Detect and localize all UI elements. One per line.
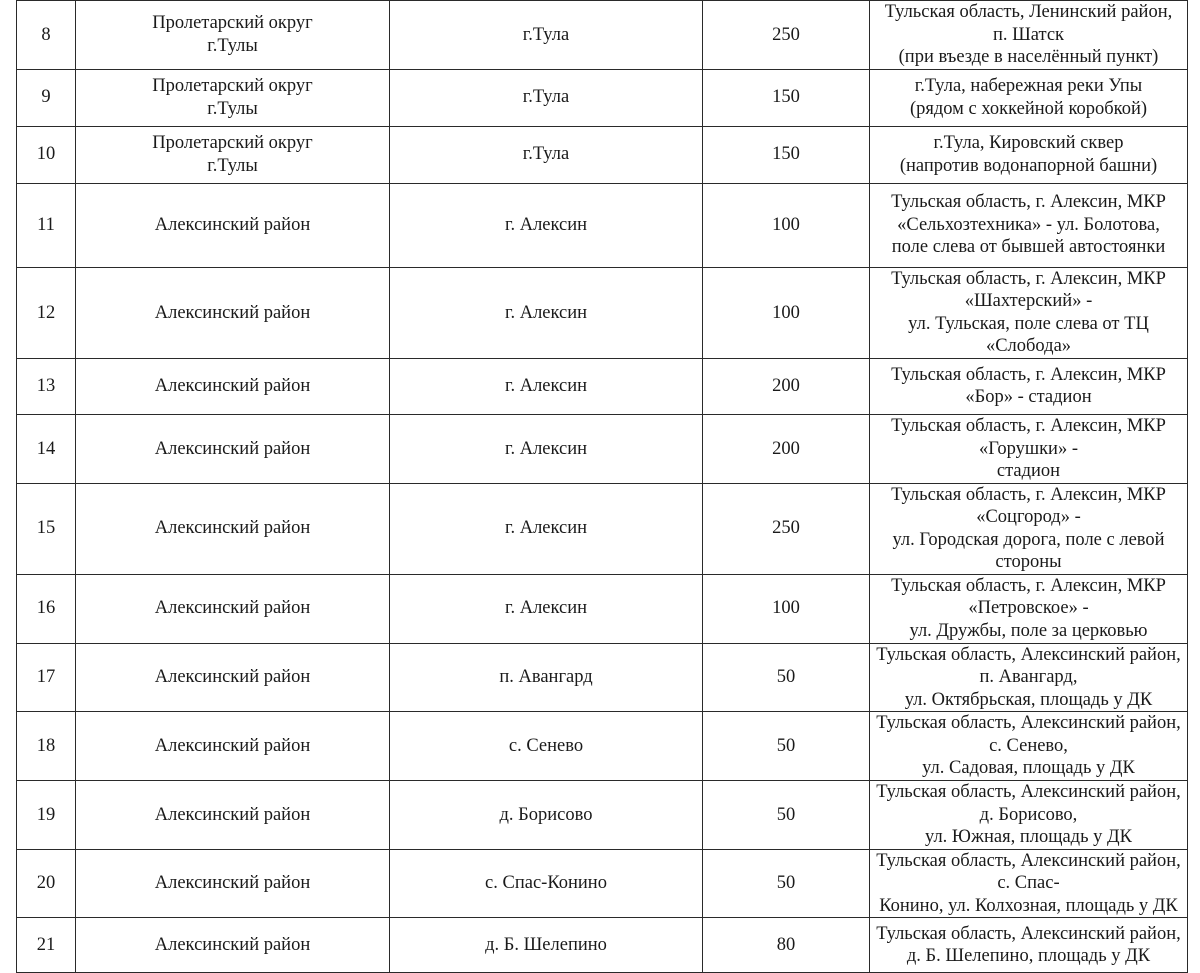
table-row <box>17 69 1188 126</box>
row-number: 16 <box>17 574 76 643</box>
table-row <box>17 574 1188 643</box>
row-number: 15 <box>17 483 76 574</box>
address-cell: Тульская область, Алексинский район, п. Авангард, ул. Октябрьская, площадь у ДК <box>870 643 1188 712</box>
row-number: 14 <box>17 414 76 483</box>
district-cell: Алексинский район <box>76 183 390 267</box>
area-cell: 250 <box>703 1 870 70</box>
locality-cell: с. Сенево <box>390 712 703 781</box>
address-cell: г.Тула, набережная реки Упы (рядом с хоккейной коробкой) <box>870 69 1188 126</box>
row-number: 12 <box>17 267 76 358</box>
address-cell: Тульская область, Ленинский район, п. Шатск (при въезде в населённый пункт) <box>870 1 1188 70</box>
table-row <box>17 414 1188 483</box>
table-row <box>17 918 1188 973</box>
address-cell: Тульская область, Алексинский район, с. Спас- Конино, ул. Колхозная, площадь у ДК <box>870 849 1188 918</box>
locality-cell: г.Тула <box>390 69 703 126</box>
district-cell: Алексинский район <box>76 849 390 918</box>
row-number: 17 <box>17 643 76 712</box>
district-cell: Пролетарский округ г.Тулы <box>76 126 390 183</box>
address-cell: Тульская область, Алексинский район, с. Сенево, ул. Садовая, площадь у ДК <box>870 712 1188 781</box>
table-row <box>17 1 1188 70</box>
row-number: 8 <box>17 1 76 70</box>
locality-cell: г. Алексин <box>390 183 703 267</box>
area-cell: 150 <box>703 69 870 126</box>
row-number: 13 <box>17 358 76 414</box>
address-cell: Тульская область, г. Алексин, МКР «Бор» - стадион <box>870 358 1188 414</box>
locality-cell: г. Алексин <box>390 574 703 643</box>
locations-table-wrapper <box>16 0 1188 973</box>
table-row <box>17 780 1188 849</box>
locality-cell: г. Алексин <box>390 267 703 358</box>
area-cell: 50 <box>703 712 870 781</box>
district-cell: Алексинский район <box>76 780 390 849</box>
locality-cell: г. Алексин <box>390 414 703 483</box>
locations-table <box>16 0 1188 973</box>
locality-cell: г. Алексин <box>390 358 703 414</box>
area-cell: 100 <box>703 574 870 643</box>
address-cell: Тульская область, Алексинский район, д. Б. Шелепино, площадь у ДК <box>870 918 1188 973</box>
address-cell: Тульская область, г. Алексин, МКР «Горушки» - стадион <box>870 414 1188 483</box>
district-cell: Алексинский район <box>76 712 390 781</box>
table-row <box>17 643 1188 712</box>
district-cell: Алексинский район <box>76 918 390 973</box>
address-cell: г.Тула, Кировский сквер (напротив водонапорной башни) <box>870 126 1188 183</box>
table-row <box>17 267 1188 358</box>
district-cell: Алексинский район <box>76 267 390 358</box>
locality-cell: с. Спас-Конино <box>390 849 703 918</box>
district-cell: Алексинский район <box>76 643 390 712</box>
row-number: 11 <box>17 183 76 267</box>
table-row <box>17 712 1188 781</box>
district-cell: Пролетарский округ г.Тулы <box>76 1 390 70</box>
area-cell: 80 <box>703 918 870 973</box>
area-cell: 200 <box>703 358 870 414</box>
district-cell: Пролетарский округ г.Тулы <box>76 69 390 126</box>
area-cell: 250 <box>703 483 870 574</box>
locality-cell: д. Борисово <box>390 780 703 849</box>
locality-cell: г.Тула <box>390 1 703 70</box>
locality-cell: г. Алексин <box>390 483 703 574</box>
district-cell: Алексинский район <box>76 574 390 643</box>
address-cell: Тульская область, Алексинский район, д. Борисово, ул. Южная, площадь у ДК <box>870 780 1188 849</box>
table-row <box>17 358 1188 414</box>
locality-cell: д. Б. Шелепино <box>390 918 703 973</box>
area-cell: 50 <box>703 780 870 849</box>
row-number: 10 <box>17 126 76 183</box>
district-cell: Алексинский район <box>76 483 390 574</box>
area-cell: 200 <box>703 414 870 483</box>
row-number: 19 <box>17 780 76 849</box>
area-cell: 50 <box>703 643 870 712</box>
row-number: 9 <box>17 69 76 126</box>
address-cell: Тульская область, г. Алексин, МКР «Соцгород» - ул. Городская дорога, поле с левой стороны <box>870 483 1188 574</box>
table-row <box>17 183 1188 267</box>
area-cell: 100 <box>703 183 870 267</box>
table-row <box>17 483 1188 574</box>
table-row <box>17 126 1188 183</box>
address-cell: Тульская область, г. Алексин, МКР «Шахтерский» - ул. Тульская, поле слева от ТЦ «Слобода» <box>870 267 1188 358</box>
address-cell: Тульская область, г. Алексин, МКР «Сельхозтехника» - ул. Болотова, поле слева от бывшей автостоянки <box>870 183 1188 267</box>
row-number: 18 <box>17 712 76 781</box>
row-number: 21 <box>17 918 76 973</box>
locality-cell: п. Авангард <box>390 643 703 712</box>
area-cell: 100 <box>703 267 870 358</box>
area-cell: 150 <box>703 126 870 183</box>
area-cell: 50 <box>703 849 870 918</box>
district-cell: Алексинский район <box>76 358 390 414</box>
table-row <box>17 849 1188 918</box>
row-number: 20 <box>17 849 76 918</box>
address-cell: Тульская область, г. Алексин, МКР «Петровское» - ул. Дружбы, поле за церковью <box>870 574 1188 643</box>
locality-cell: г.Тула <box>390 126 703 183</box>
district-cell: Алексинский район <box>76 414 390 483</box>
